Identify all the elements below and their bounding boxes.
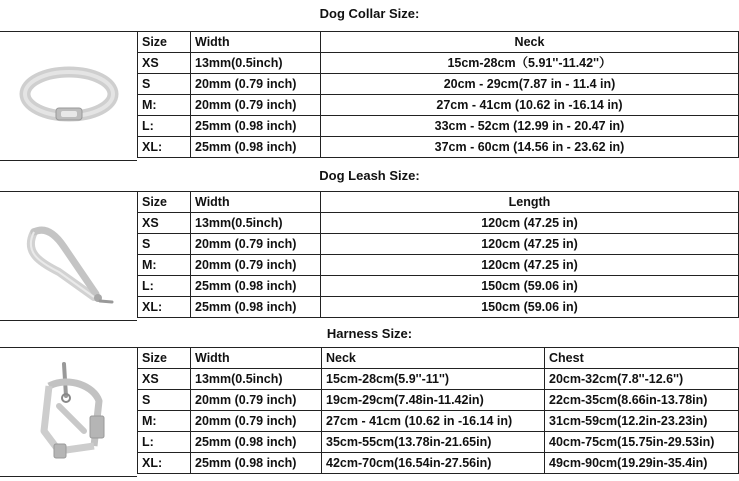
collar-width-cell: 20mm (0.79 inch) — [191, 95, 321, 116]
harness-size-cell: XS — [138, 369, 191, 390]
leash-image-cell — [0, 191, 137, 321]
table-row — [138, 411, 739, 432]
leash-table — [137, 191, 739, 318]
collar-header-neck: Neck — [321, 32, 739, 53]
collar-neck-cell: 27cm - 41cm (10.62 in -16.14 in) — [321, 95, 739, 116]
leash-width-cell: 20mm (0.79 inch) — [191, 234, 321, 255]
harness-size-cell: XL: — [138, 453, 191, 474]
harness-section — [0, 347, 739, 477]
collar-size-cell: M: — [138, 95, 191, 116]
table-row — [138, 116, 739, 137]
leash-length-cell: 150cm (59.06 in) — [321, 297, 739, 318]
leash-width-cell: 25mm (0.98 inch) — [191, 276, 321, 297]
harness-width-cell: 13mm(0.5inch) — [191, 369, 322, 390]
harness-header-size: Size — [138, 348, 191, 369]
leash-header-row — [138, 192, 739, 213]
leash-title: Dog Leash Size: — [319, 168, 420, 183]
table-row — [138, 297, 739, 318]
harness-title: Harness Size: — [326, 326, 413, 341]
table-row — [138, 95, 739, 116]
harness-neck-cell: 27cm - 41cm (10.62 in -16.14 in) — [322, 411, 545, 432]
leash-size-cell: XL: — [138, 297, 191, 318]
leash-length-cell: 150cm (59.06 in) — [321, 276, 739, 297]
harness-width-cell: 25mm (0.98 inch) — [191, 432, 322, 453]
harness-header-width: Width — [191, 348, 322, 369]
table-row — [138, 53, 739, 74]
table-row — [138, 432, 739, 453]
harness-width-cell: 20mm (0.79 inch) — [191, 390, 322, 411]
collar-table — [137, 31, 739, 158]
harness-chest-cell: 40cm-75cm(15.75in-29.53in) — [545, 432, 739, 453]
collar-header-row — [138, 32, 739, 53]
collar-neck-cell: 37cm - 60cm (14.56 in - 23.62 in) — [321, 137, 739, 158]
leash-header-width: Width — [191, 192, 321, 213]
leash-length-cell: 120cm (47.25 in) — [321, 255, 739, 276]
harness-header-chest: Chest — [545, 348, 739, 369]
harness-header-row — [138, 348, 739, 369]
leash-size-cell: L: — [138, 276, 191, 297]
collar-size-cell: S — [138, 74, 191, 95]
table-row — [138, 213, 739, 234]
leash-width-cell: 25mm (0.98 inch) — [191, 297, 321, 318]
collar-neck-cell: 20cm - 29cm(7.87 in - 11.4 in) — [321, 74, 739, 95]
harness-product-image — [14, 356, 124, 471]
leash-length-cell: 120cm (47.25 in) — [321, 234, 739, 255]
collar-size-cell: L: — [138, 116, 191, 137]
harness-chest-cell: 31cm-59cm(12.2in-23.23in) — [545, 411, 739, 432]
leash-size-cell: XS — [138, 213, 191, 234]
leash-length-cell: 120cm (47.25 in) — [321, 213, 739, 234]
leash-size-cell: S — [138, 234, 191, 255]
leash-width-cell: 13mm(0.5inch) — [191, 213, 321, 234]
collar-neck-cell: 33cm - 52cm (12.99 in - 20.47 in) — [321, 116, 739, 137]
collar-product-image — [14, 52, 124, 142]
table-row — [138, 234, 739, 255]
collar-image-cell — [0, 31, 137, 161]
harness-chest-cell: 49cm-90cm(19.29in-35.4in) — [545, 453, 739, 474]
table-row — [138, 276, 739, 297]
collar-size-cell: XL: — [138, 137, 191, 158]
harness-chest-cell: 20cm-32cm(7.8''-12.6'') — [545, 369, 739, 390]
collar-title: Dog Collar Size: — [319, 6, 420, 21]
harness-neck-cell: 35cm-55cm(13.78in-21.65in) — [322, 432, 545, 453]
collar-header-width: Width — [191, 32, 321, 53]
collar-width-cell: 20mm (0.79 inch) — [191, 74, 321, 95]
harness-size-cell: M: — [138, 411, 191, 432]
collar-header-size: Size — [138, 32, 191, 53]
collar-section — [0, 31, 739, 161]
leash-width-cell: 20mm (0.79 inch) — [191, 255, 321, 276]
leash-section — [0, 191, 739, 321]
collar-width-cell: 25mm (0.98 inch) — [191, 116, 321, 137]
harness-chest-cell: 22cm-35cm(8.66in-13.78in) — [545, 390, 739, 411]
table-row — [138, 369, 739, 390]
collar-size-cell: XS — [138, 53, 191, 74]
harness-neck-cell: 42cm-70cm(16.54in-27.56in) — [322, 453, 545, 474]
harness-width-cell: 20mm (0.79 inch) — [191, 411, 322, 432]
harness-neck-cell: 19cm-29cm(7.48in-11.42in) — [322, 390, 545, 411]
harness-table — [137, 347, 739, 474]
harness-width-cell: 25mm (0.98 inch) — [191, 453, 322, 474]
harness-image-cell — [0, 347, 137, 477]
leash-size-cell: M: — [138, 255, 191, 276]
harness-header-neck: Neck — [322, 348, 545, 369]
table-row — [138, 390, 739, 411]
collar-width-cell: 13mm(0.5inch) — [191, 53, 321, 74]
table-row — [138, 74, 739, 95]
harness-neck-cell: 15cm-28cm(5.9''-11'') — [322, 369, 545, 390]
leash-product-image — [14, 202, 124, 312]
collar-width-cell: 25mm (0.98 inch) — [191, 137, 321, 158]
leash-header-length: Length — [321, 192, 739, 213]
harness-size-cell: L: — [138, 432, 191, 453]
table-row — [138, 137, 739, 158]
harness-size-cell: S — [138, 390, 191, 411]
table-row — [138, 453, 739, 474]
leash-header-size: Size — [138, 192, 191, 213]
table-row — [138, 255, 739, 276]
collar-neck-cell: 15cm-28cm（5.91''-11.42''） — [321, 53, 739, 74]
